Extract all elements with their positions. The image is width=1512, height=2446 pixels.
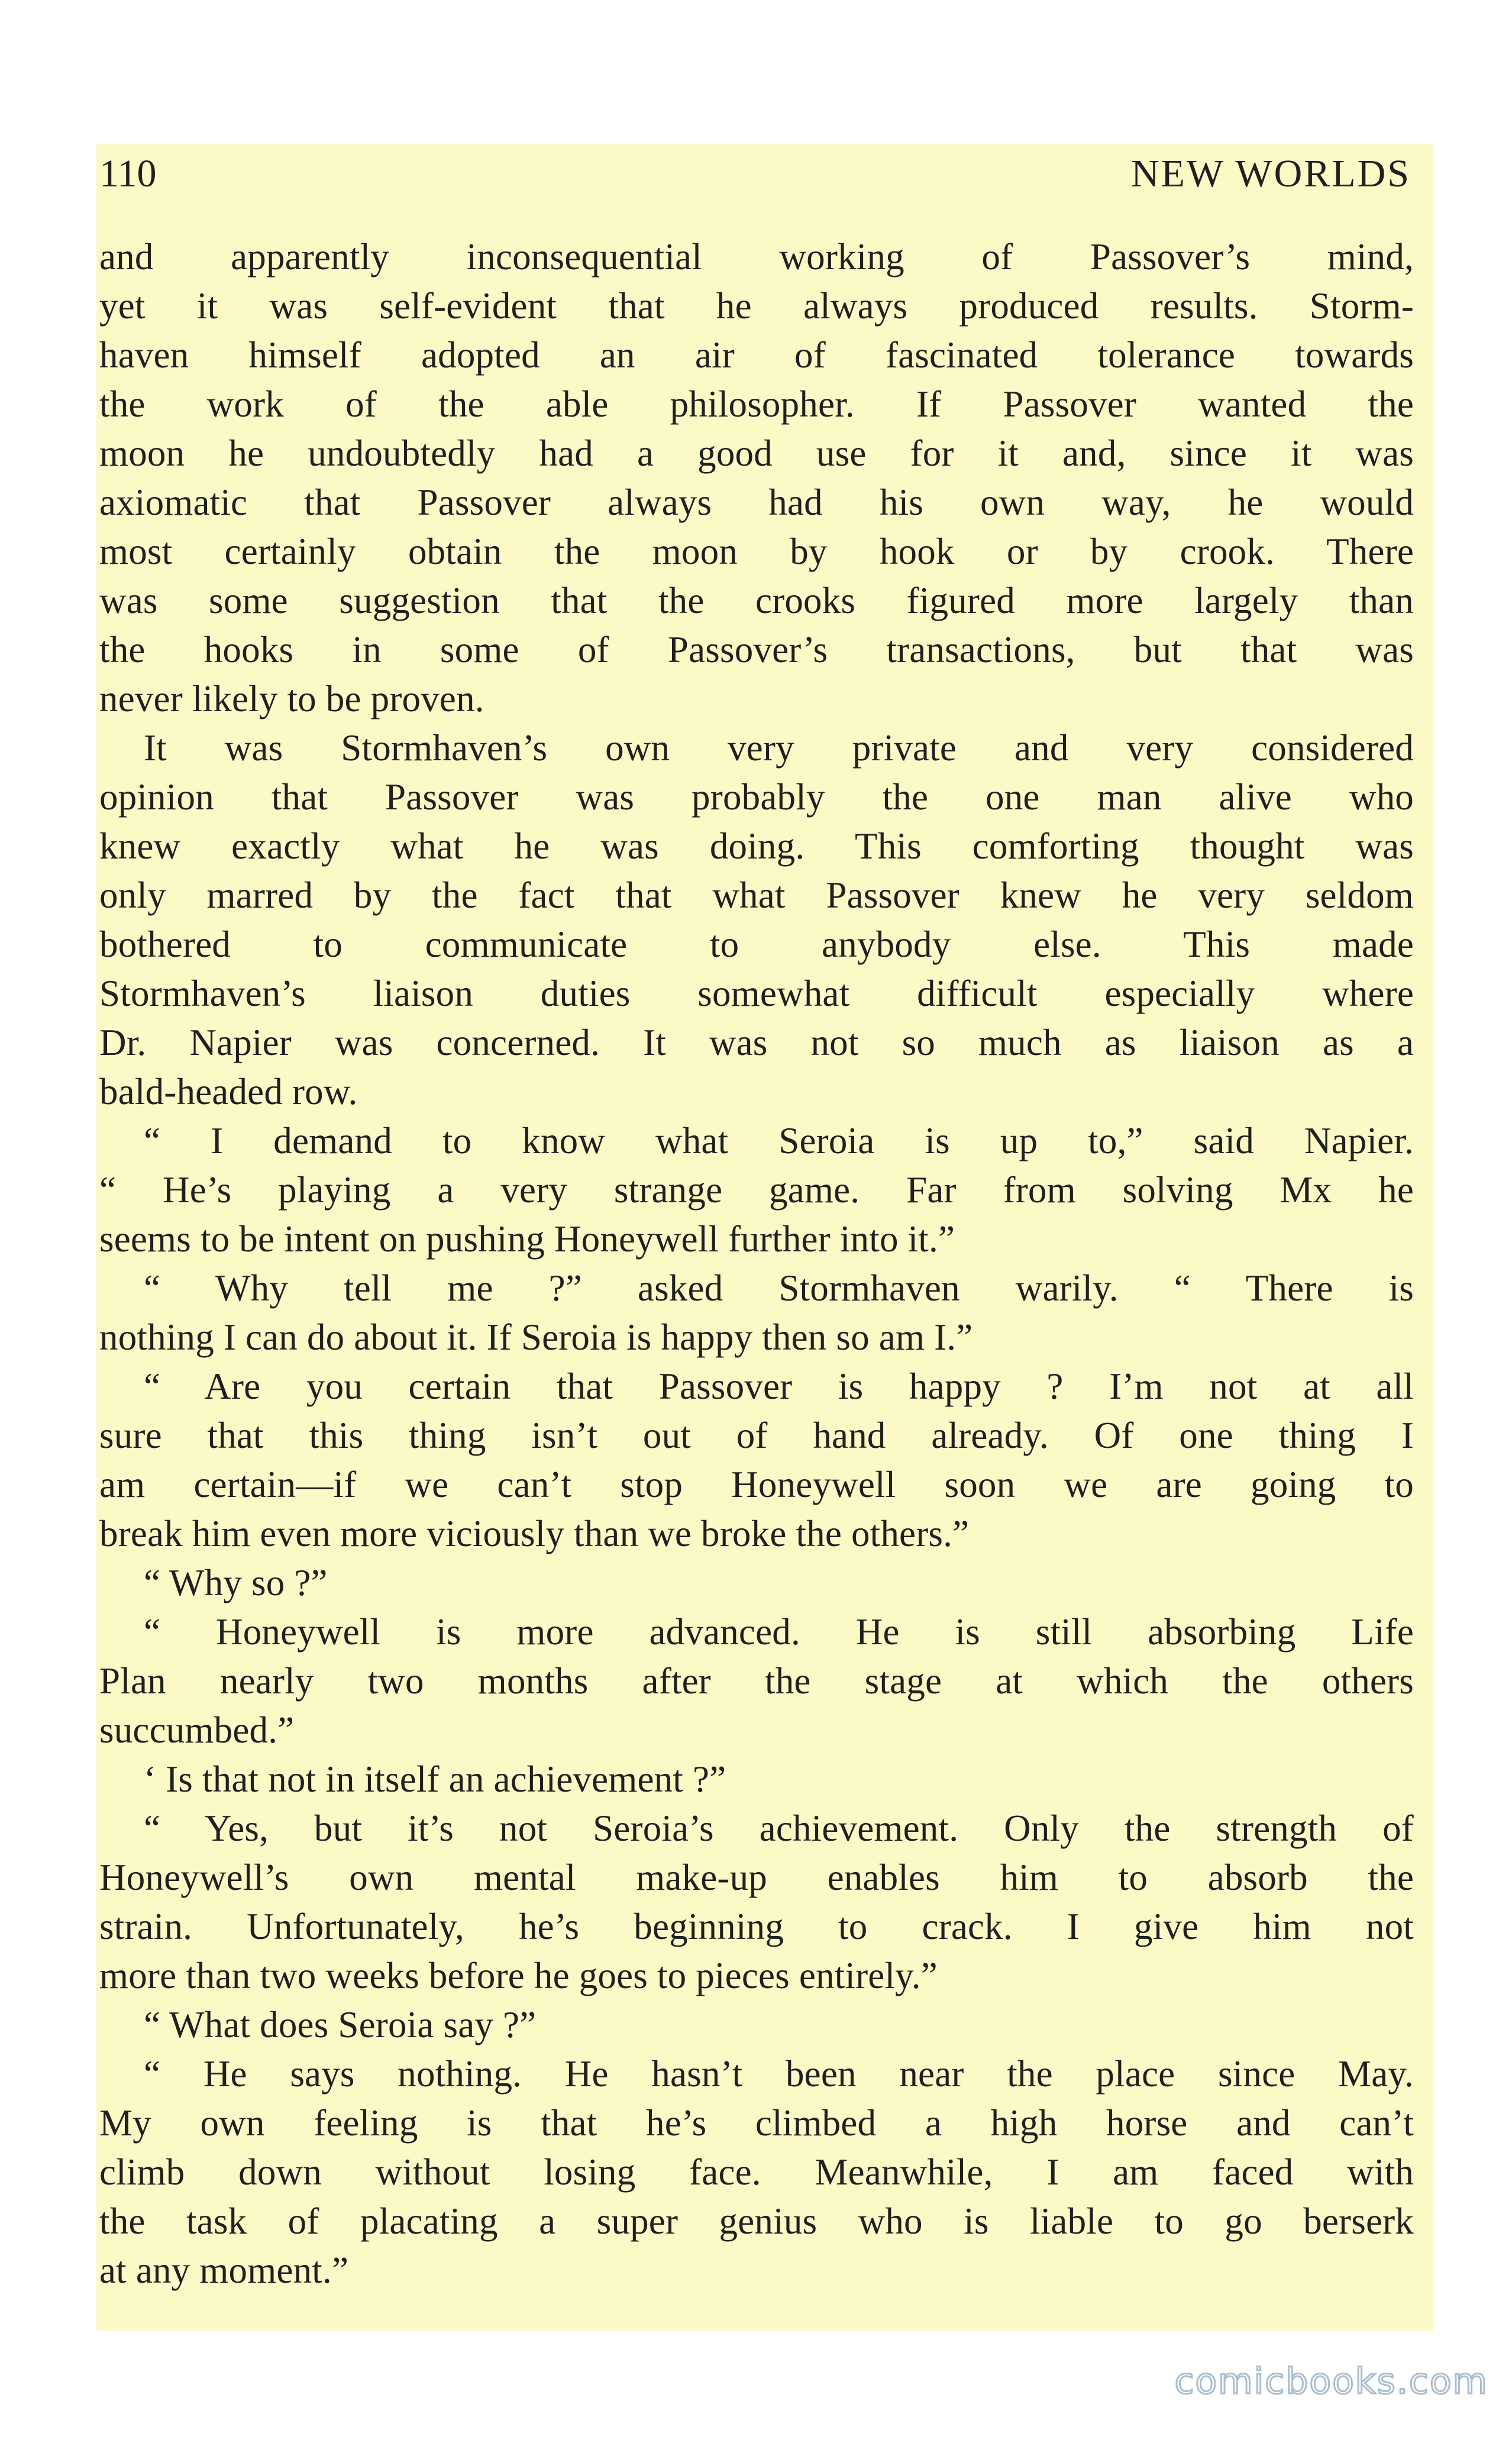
- text-line: “ What does Seroia say ?”: [144, 2004, 537, 2045]
- text-line: ‘ Is that not in itself an achievement ?”: [144, 1758, 726, 1800]
- text-line: knew exactly what he was doing. This comforting thought was: [99, 825, 1414, 867]
- text-line: most certainly obtain the moon by hook or by crook. There: [99, 531, 1414, 572]
- text-line: “ Are you certain that Passover is happy ? I’m not at all: [144, 1366, 1414, 1407]
- text-line: bald-headed row.: [99, 1071, 358, 1112]
- running-head: NEW WORLDS: [1130, 152, 1411, 195]
- text-line: seems to be intent on pushing Honeywell further into it.”: [99, 1218, 955, 1260]
- text-line: climb down without losing face. Meanwhile, I am faced with: [99, 2151, 1414, 2193]
- text-line: sure that this thing isn’t out of hand already. Of one thing I: [99, 1415, 1414, 1456]
- text-line: “ Honeywell is more advanced. He is still absorbing Life: [144, 1611, 1414, 1653]
- text-line: yet it was self-evident that he always produced results. Storm-: [99, 285, 1414, 327]
- text-line: the hooks in some of Passover’s transactions, but that was: [99, 629, 1414, 670]
- text-line: bothered to communicate to anybody else. This made: [99, 924, 1414, 965]
- page-number: 110: [99, 152, 157, 195]
- text-line: never likely to be proven.: [99, 678, 484, 719]
- text-line: succumbed.”: [99, 1709, 295, 1751]
- watermark: comicbooks.com: [1174, 2361, 1488, 2402]
- text-line: the task of placating a super genius who is liable to go berserk: [99, 2200, 1414, 2242]
- text-line: haven himself adopted an air of fascinated tolerance towards: [99, 334, 1414, 376]
- text-line: Plan nearly two months after the stage at which the others: [99, 1660, 1414, 1702]
- text-line: “ Why so ?”: [144, 1562, 328, 1603]
- text-line: the work of the able philosopher. If Passover wanted the: [99, 383, 1414, 425]
- text-line: at any moment.”: [99, 2250, 349, 2291]
- text-line: Honeywell’s own mental make-up enables him to absorb the: [99, 1857, 1414, 1898]
- text-line: was some suggestion that the crooks figured more largely than: [99, 580, 1414, 621]
- text-line: axiomatic that Passover always had his own way, he would: [99, 482, 1414, 523]
- text-line: strain. Unfortunately, he’s beginning to crack. I give him not: [99, 1906, 1414, 1947]
- text-line: “ He says nothing. He hasn’t been near the place since May.: [144, 2053, 1414, 2095]
- text-line: It was Stormhaven’s own very private and very considered: [144, 727, 1414, 769]
- text-line: only marred by the fact that what Passover knew he very seldom: [99, 875, 1414, 916]
- text-line: more than two weeks before he goes to pieces entirely.”: [99, 1955, 938, 1996]
- text-line: “ Yes, but it’s not Seroia’s achievement. Only the strength of: [144, 1808, 1414, 1849]
- text-line: Stormhaven’s liaison duties somewhat difficult especially where: [99, 973, 1414, 1014]
- text-line: am certain—if we can’t stop Honeywell soon we are going to: [99, 1464, 1414, 1505]
- text-line: “ Why tell me ?” asked Stormhaven warily. “ There is: [144, 1267, 1414, 1309]
- text-line: “ I demand to know what Seroia is up to,” said Napier.: [144, 1120, 1414, 1161]
- text-line: Dr. Napier was concerned. It was not so much as liaison as a: [99, 1022, 1414, 1063]
- book-page: [96, 144, 1433, 2331]
- text-line: opinion that Passover was probably the one man alive who: [99, 776, 1414, 818]
- text-line: My own feeling is that he’s climbed a high horse and can’t: [99, 2102, 1414, 2144]
- text-line: and apparently inconsequential working of Passover’s mind,: [99, 236, 1414, 277]
- text-line: moon he undoubtedly had a good use for it and, since it was: [99, 433, 1414, 474]
- text-line: break him even more viciously than we broke the others.”: [99, 1513, 970, 1554]
- text-line: nothing I can do about it. If Seroia is happy then so am I.”: [99, 1316, 973, 1358]
- text-line: “ He’s playing a very strange game. Far from solving Mx he: [99, 1169, 1414, 1211]
